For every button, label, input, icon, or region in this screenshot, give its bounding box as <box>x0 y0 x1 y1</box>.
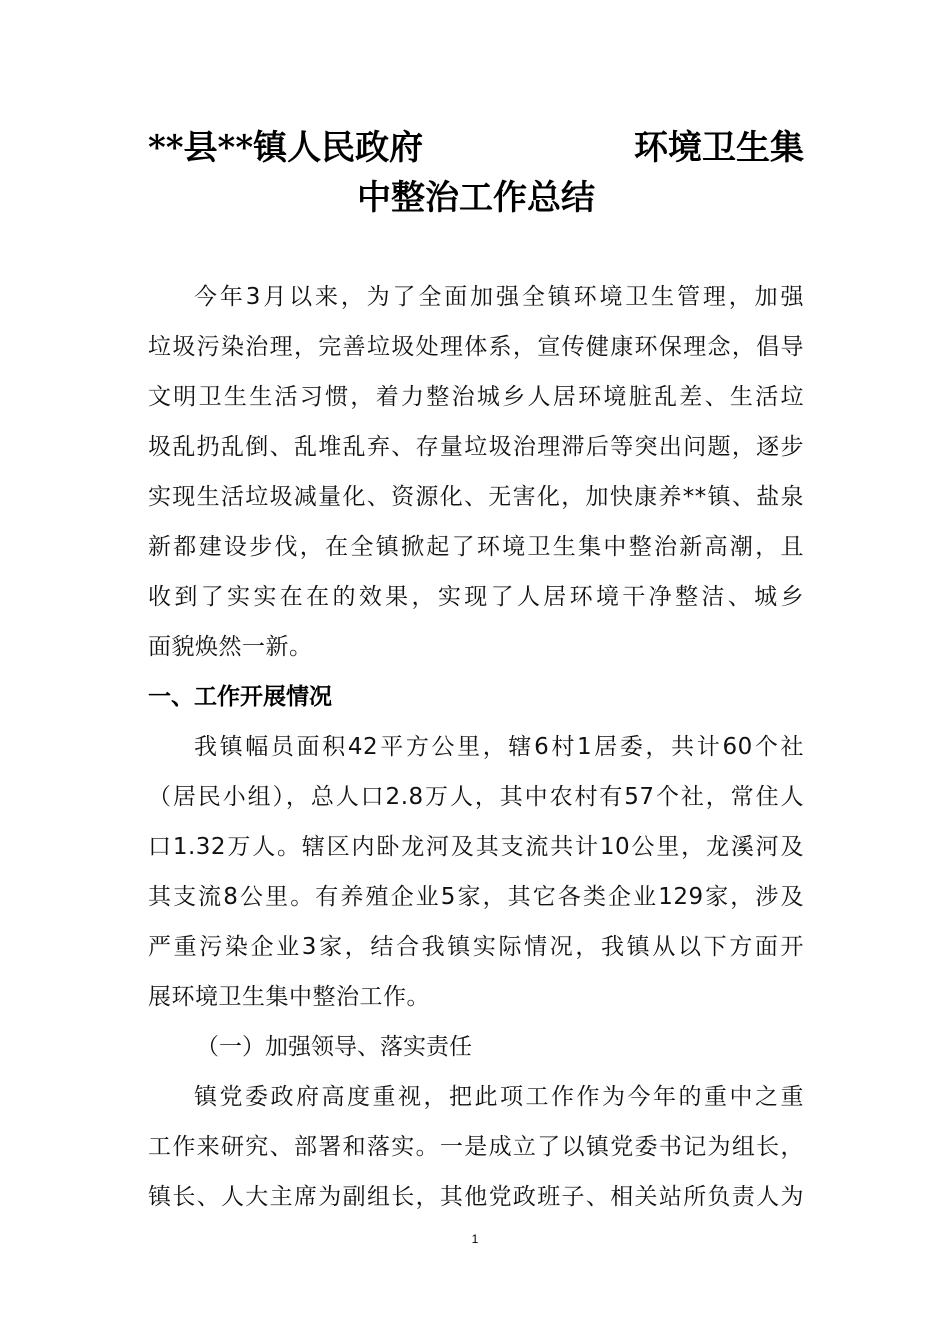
paragraph-line: 面貌焕然一新。 <box>148 634 313 660</box>
document-title-line-2: 中整治工作总结 <box>357 178 595 218</box>
section-1-paragraph <box>148 722 804 1022</box>
paragraph-line: 今年3月以来，为了全面加强全镇环境卫生管理，加强 <box>194 284 804 310</box>
paragraph-line: 镇党委政府高度重视，把此项工作作为今年的重中之重 <box>194 1084 804 1110</box>
subsection-heading: （一）加强领导、落实责任 <box>196 1034 472 1060</box>
paragraph-line: 其支流8公里。有养殖企业5家，其它各类企业129家，涉及 <box>148 884 804 910</box>
intro-paragraph <box>148 272 804 672</box>
paragraph-line: 工作来研究、部署和落实。一是成立了以镇党委书记为组长， <box>148 1134 804 1160</box>
title-part-1: **县**镇人民政府 <box>148 128 424 168</box>
paragraph-line: 垃圾污染治理，完善垃圾处理体系，宣传健康环保理念，倡导 <box>148 334 804 360</box>
paragraph-line: 实现生活垃圾减量化、资源化、无害化，加快康养**镇、盐泉 <box>148 484 804 510</box>
paragraph-line: 收到了实实在在的效果，实现了人居环境干净整洁、城乡 <box>148 584 804 610</box>
title-part-2: 环境卫生集 <box>634 128 804 168</box>
paragraph-line: 文明卫生生活习惯，着力整治城乡人居环境脏乱差、生活垃 <box>148 384 804 410</box>
paragraph-line: 严重污染企业3家，结合我镇实际情况，我镇从以下方面开 <box>148 934 804 960</box>
paragraph-line: 新都建设步伐，在全镇掀起了环境卫生集中整治新高潮，且 <box>148 534 804 560</box>
paragraph-line: （居民小组），总人口2.8万人，其中农村有57个社，常住人 <box>148 784 804 810</box>
page-number: 1 <box>471 1232 479 1246</box>
paragraph-line: 口1.32万人。辖区内卧龙河及其支流共计10公里，龙溪河及 <box>148 834 804 860</box>
paragraph-line: 我镇幅员面积42平方公里，辖6村1居委，共计60个社 <box>194 734 804 760</box>
paragraph-line: 圾乱扔乱倒、乱堆乱弃、存量垃圾治理滞后等突出问题，逐步 <box>148 434 804 460</box>
paragraph-line: 展环境卫生集中整治工作。 <box>148 984 430 1010</box>
document-title-line-1 <box>148 123 804 173</box>
section-heading: 一、工作开展情况 <box>148 684 332 710</box>
subsection-1-paragraph <box>148 1072 804 1222</box>
paragraph-line: 镇长、人大主席为副组长，其他党政班子、相关站所负责人为 <box>148 1184 804 1210</box>
